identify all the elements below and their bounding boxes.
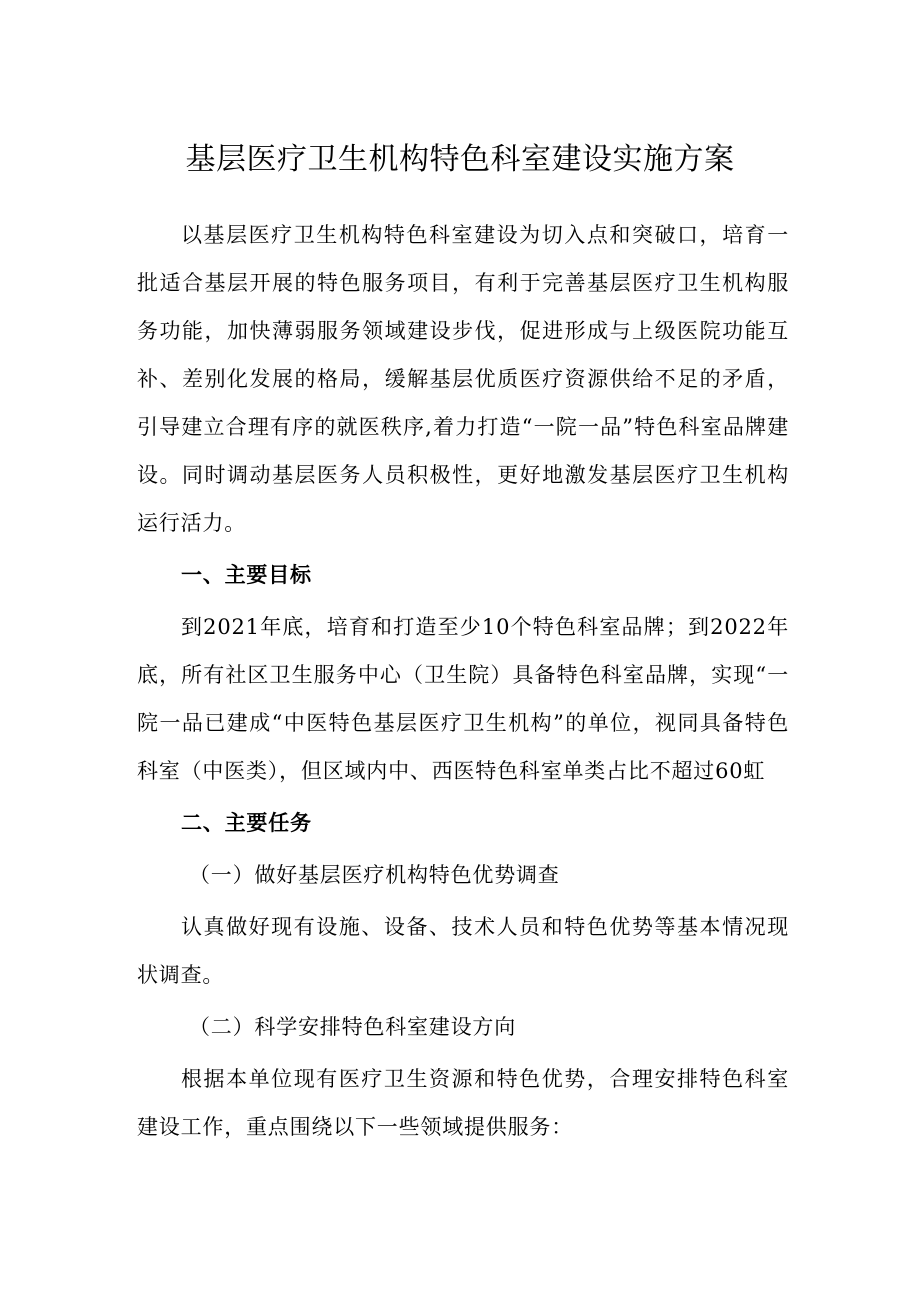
goals-paragraph: 到2021年底，培育和打造至少10个特色科室品牌；到2022年底，所有社区卫生服务中心（卫生院）具备特色科室品牌，实现“一院一品已建成“中医特色基层医疗卫生机构”的单位，视同具备特色科室（中医类），但区域内中、西医特色科室单类占比不超过60虹 (137, 615, 789, 783)
direction-paragraph: 根据本单位现有医疗卫生资源和特色优势，合理安排特色科室建设工作，重点围绕以下一些领域提供服务： (137, 1067, 789, 1139)
subsection-heading-survey: （一）做好基层医疗机构特色优势调查 (189, 863, 560, 887)
intro-paragraph: 以基层医疗卫生机构特色科室建设为切入点和突破口，培育一批适合基层开展的特色服务项目，有利于完善基层医疗卫生机构服务功能，加快薄弱服务领域建设步伐，促进形成与上级医院功能互补、差别化发展的格局，缓解基层优质医疗资源供给不足的矛盾，引导建立合理有序的就医秩序,着力打造“一院一品”特色科室品牌建设。同时调动基层医务人员积极性，更好地激发基层医疗卫生机构运行活力。 (137, 223, 789, 535)
document-title: 基层医疗卫生机构特色科室建设实施方案 (185, 142, 735, 177)
section-heading-goals: 一、主要目标 (181, 563, 312, 587)
section-heading-tasks: 二、主要任务 (181, 811, 312, 835)
survey-paragraph: 认真做好现有设施、设备、技术人员和特色优势等基本情况现状调查。 (137, 915, 789, 987)
subsection-heading-direction: （二）科学安排特色科室建设方向 (189, 1015, 516, 1039)
document-body (137, 211, 789, 1151)
